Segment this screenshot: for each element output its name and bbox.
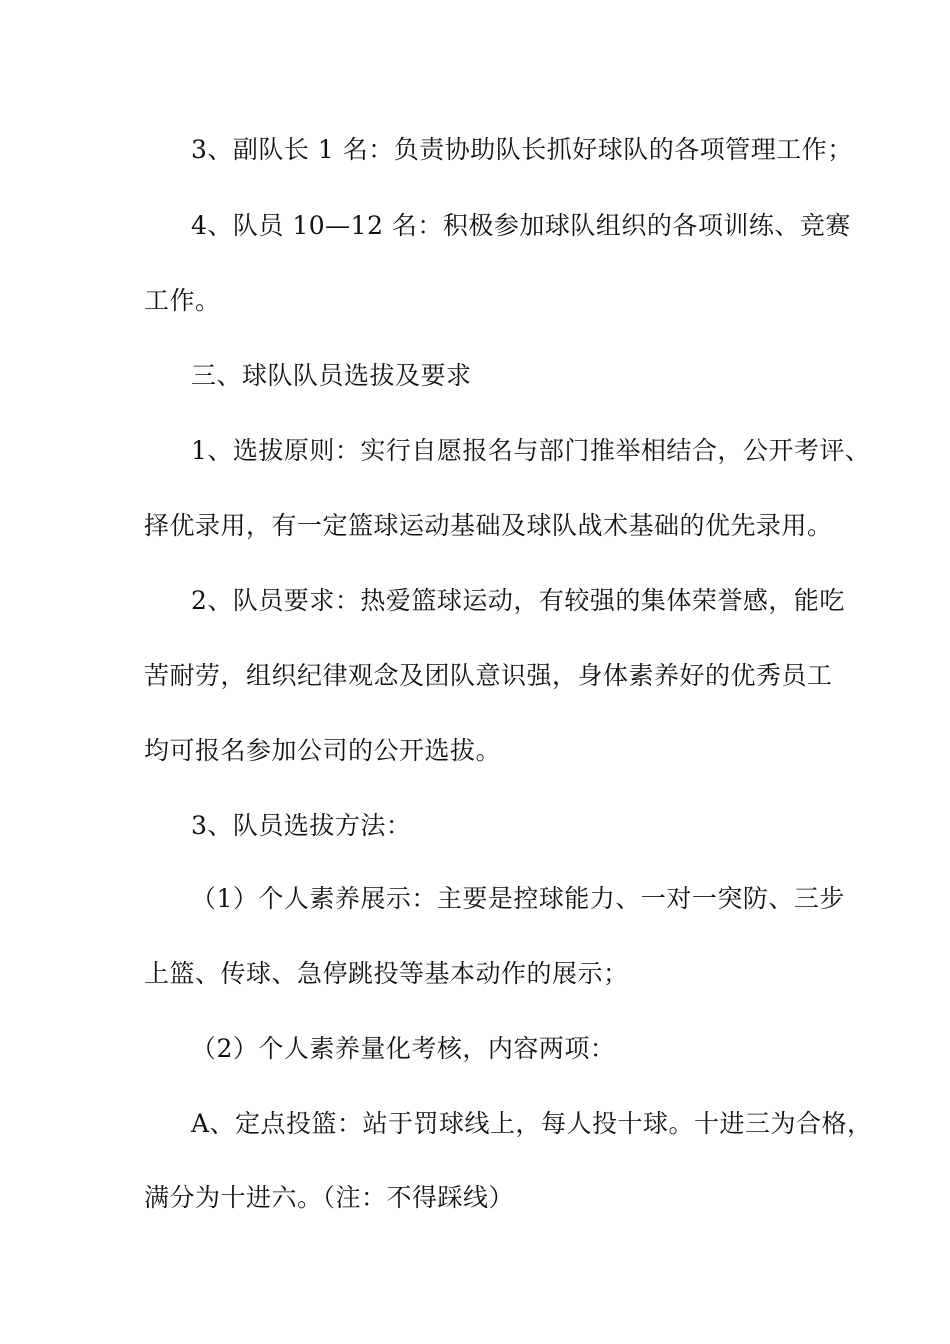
paragraph-line: 苦耐劳，组织纪律观念及团队意识强，身体素养好的优秀员工 (144, 661, 833, 690)
paragraph-line: A、定点投篮：站于罚球线上，每人投十球。十进三为合格， (191, 1109, 873, 1138)
paragraph-line: 2、队员要求：热爱篮球运动，有较强的集体荣誉感，能吃 (191, 586, 845, 615)
subsection-heading: 3、队员选拔方法： (191, 811, 412, 840)
paragraph-line: （1）个人素养展示：主要是控球能力、一对一突防、三步 (191, 884, 845, 913)
paragraph-line: 上篮、传球、急停跳投等基本动作的展示； (144, 959, 629, 988)
paragraph-line: 4、队员 10—12 名：积极参加球队组织的各项训练、竞赛 (191, 211, 851, 240)
section-heading: 三、球队队员选拔及要求 (191, 361, 472, 390)
paragraph-line: 均可报名参加公司的公开选拔。 (144, 736, 502, 765)
paragraph-line: （2）个人素养量化考核，内容两项： (191, 1034, 616, 1063)
paragraph-line: 择优录用，有一定篮球运动基础及球队战术基础的优先录用。 (144, 511, 833, 540)
paragraph-line: 工作。 (144, 286, 221, 315)
paragraph-line: 3、副队长 1 名：负责协助队长抓好球队的各项管理工作； (191, 135, 853, 164)
paragraph-line: 满分为十进六。（注：不得踩线） (144, 1183, 515, 1212)
paragraph-line: 1、选拔原则：实行自愿报名与部门推举相结合，公开考评、 (191, 436, 871, 465)
